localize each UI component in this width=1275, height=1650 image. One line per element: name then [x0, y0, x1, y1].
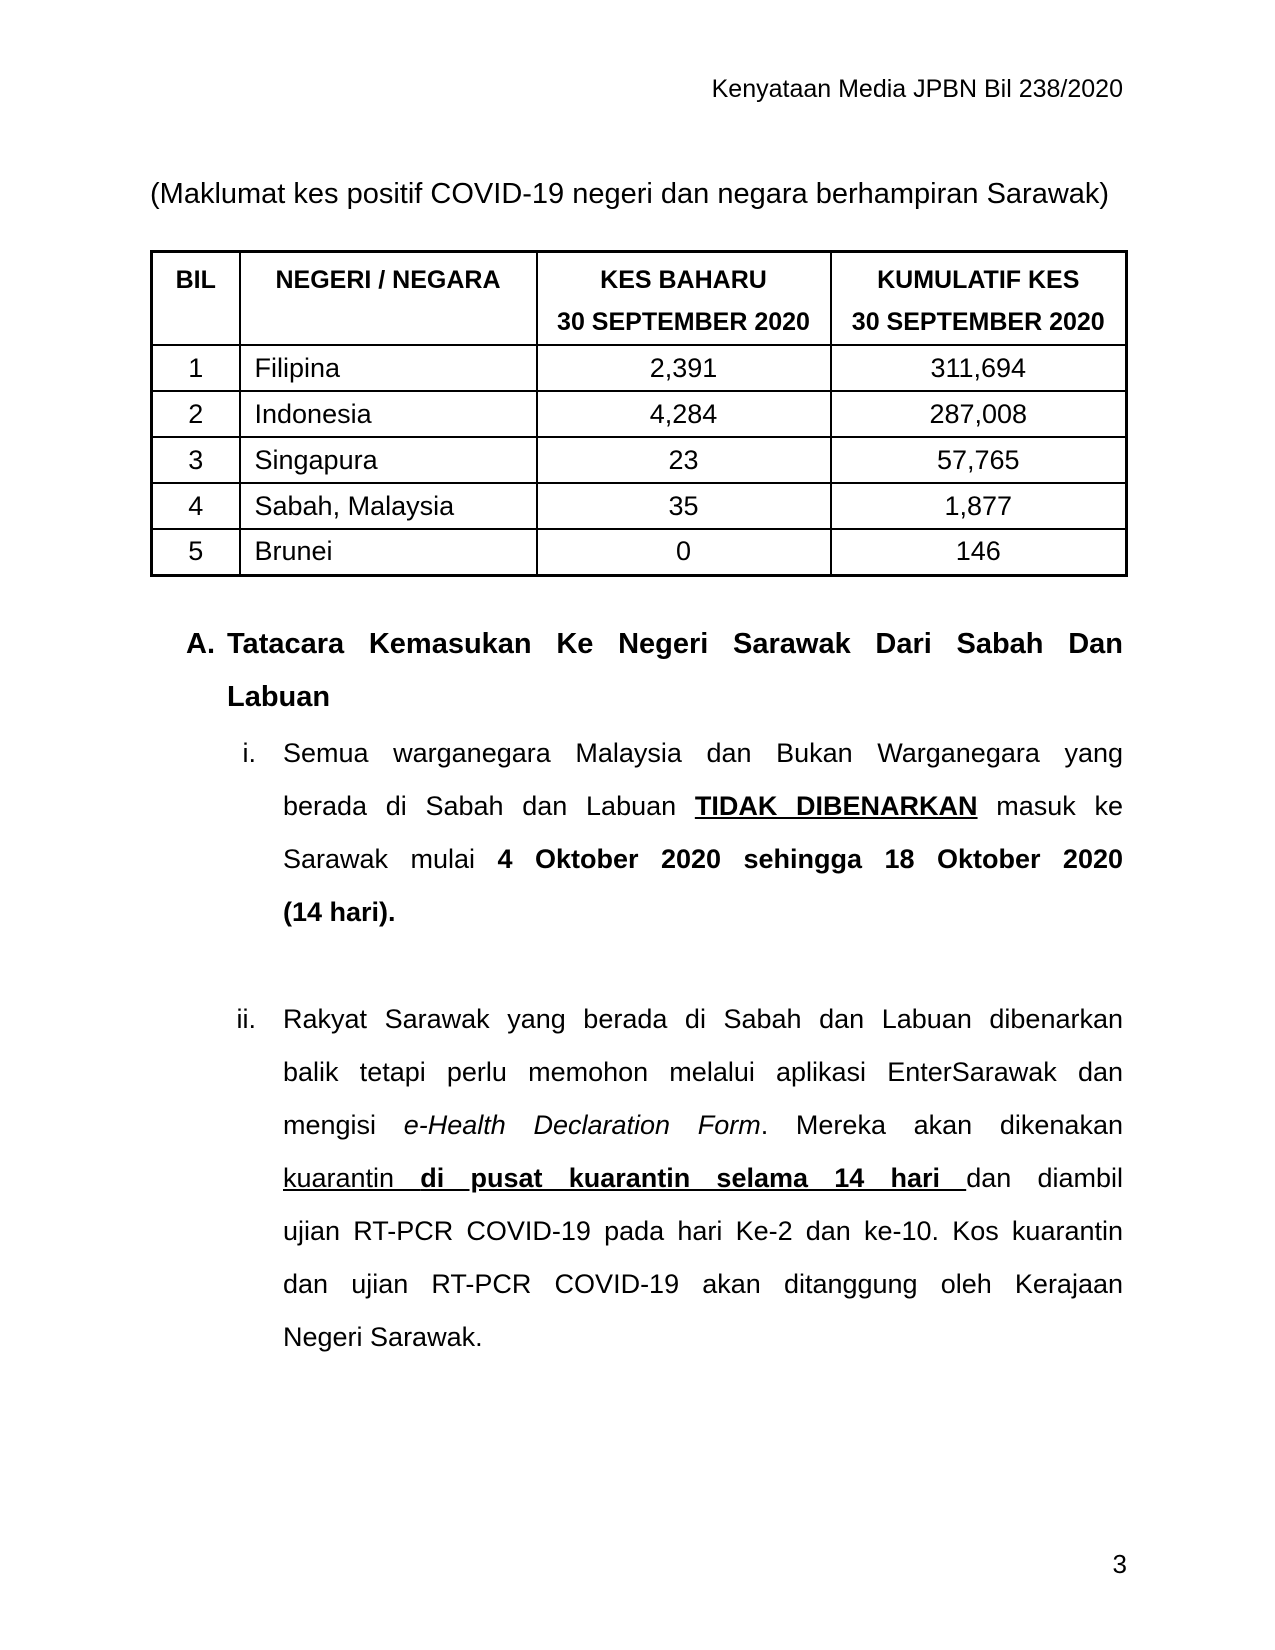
section-a-title	[227, 618, 1123, 724]
paragraph-line	[283, 993, 1123, 1046]
text-run-underline: kuarantin	[283, 1163, 421, 1193]
table-row	[152, 345, 1127, 391]
table-row	[152, 483, 1127, 529]
cell-kes-baharu: 23	[537, 437, 831, 483]
cell-bil: 2	[152, 391, 240, 437]
text-run: dan ujian RT-PCR COVID-19 akan ditanggung oleh Kerajaan	[283, 1269, 1123, 1299]
cell-bil: 4	[152, 483, 240, 529]
cell-kes-baharu: 2,391	[537, 345, 831, 391]
col-header-kes-baharu-line2: 30 SEPTEMBER 2020	[557, 308, 810, 336]
paragraph-line	[283, 1152, 1123, 1205]
cell-kumulatif: 1,877	[831, 483, 1127, 529]
cell-kumulatif: 146	[831, 529, 1127, 575]
paragraph-line	[283, 1099, 1123, 1152]
cell-negeri: Filipina	[240, 345, 537, 391]
intro-line: (Maklumat kes positif COVID-19 negeri dan negara berhampiran Sarawak)	[150, 178, 1110, 210]
text-run: Sarawak mulai	[283, 844, 498, 874]
text-run: ujian RT-PCR COVID-19 pada hari Ke-2 dan ke-10. Kos kuarantin	[283, 1216, 1123, 1246]
cell-kumulatif: 57,765	[831, 437, 1127, 483]
col-header-kumulatif-line1: KUMULATIF KES	[877, 266, 1080, 294]
col-header-kumulatif-line2: 30 SEPTEMBER 2020	[851, 308, 1105, 336]
cell-kes-baharu: 4,284	[537, 391, 831, 437]
paragraph-line	[283, 780, 1123, 833]
cell-bil: 5	[152, 529, 240, 575]
paragraph-line	[283, 1258, 1123, 1311]
col-header-negeri-label: NEGERI / NEGARA	[275, 266, 501, 294]
table-row	[152, 529, 1127, 575]
header-reference-number: Kenyataan Media JPBN Bil 238/2020	[711, 75, 1123, 103]
cell-bil: 3	[152, 437, 240, 483]
paragraph-line	[283, 1046, 1123, 1099]
text-run: mengisi	[283, 1110, 404, 1140]
text-run: dan diambil	[966, 1163, 1123, 1193]
cell-negeri: Singapura	[240, 437, 537, 483]
cell-kes-baharu: 35	[537, 483, 831, 529]
text-run: Semua warganegara Malaysia dan Bukan Warganegara yang	[283, 738, 1123, 768]
cell-bil: 1	[152, 345, 240, 391]
text-run-italic: e-Health Declaration Form	[403, 1110, 761, 1140]
paragraph-line	[283, 833, 1123, 886]
text-run-bold: 4 Oktober 2020 sehingga 18 Oktober 2020	[497, 844, 1123, 874]
item-i-marker: i.	[242, 738, 256, 768]
text-run-bold: (14 hari).	[283, 897, 396, 927]
item-i-paragraph	[283, 727, 1123, 939]
text-run: Rakyat Sarawak yang berada di Sabah dan Labuan dibenarkan	[283, 1004, 1123, 1034]
covid-cases-table	[150, 250, 1128, 577]
cell-kumulatif: 287,008	[831, 391, 1127, 437]
section-a-marker: A.	[186, 628, 215, 660]
paragraph-line	[283, 727, 1123, 780]
col-header-bil	[152, 252, 240, 346]
paragraph-line	[283, 1311, 1123, 1364]
item-ii-paragraph	[283, 993, 1123, 1364]
col-header-kes-baharu-line1: KES BAHARU	[600, 266, 767, 294]
col-header-kes-baharu	[537, 252, 831, 346]
item-ii-marker: ii.	[236, 1004, 256, 1034]
table-row	[152, 437, 1127, 483]
section-a-title-line2: Labuan	[227, 681, 331, 713]
col-header-negeri	[240, 252, 537, 346]
text-run: balik tetapi perlu memohon melalui aplikasi EnterSarawak dan	[283, 1057, 1123, 1087]
col-header-bil-label: BIL	[175, 266, 216, 294]
section-a-title-line1: Tatacara Kemasukan Ke Negeri Sarawak Dari Sabah Dan	[227, 628, 1123, 660]
cell-kumulatif: 311,694	[831, 345, 1127, 391]
cell-kes-baharu: 0	[537, 529, 831, 575]
text-run-bold-underline: di pusat kuarantin selama 14 hari	[420, 1163, 967, 1193]
paragraph-line	[283, 1205, 1123, 1258]
table-row	[152, 391, 1127, 437]
cell-negeri: Indonesia	[240, 391, 537, 437]
cell-negeri: Brunei	[240, 529, 537, 575]
text-run-bold-underline: TIDAK DIBENARKAN	[694, 791, 978, 821]
text-run: . Mereka akan dikenakan	[760, 1110, 1123, 1140]
table-header-row	[152, 252, 1127, 346]
text-run: Negeri Sarawak.	[283, 1322, 483, 1352]
page-number: 3	[1112, 1549, 1127, 1579]
paragraph-line	[283, 886, 1123, 939]
cell-negeri: Sabah, Malaysia	[240, 483, 537, 529]
text-run: masuk ke	[977, 791, 1123, 821]
col-header-kumulatif	[831, 252, 1127, 346]
text-run: berada di Sabah dan Labuan	[283, 791, 695, 821]
